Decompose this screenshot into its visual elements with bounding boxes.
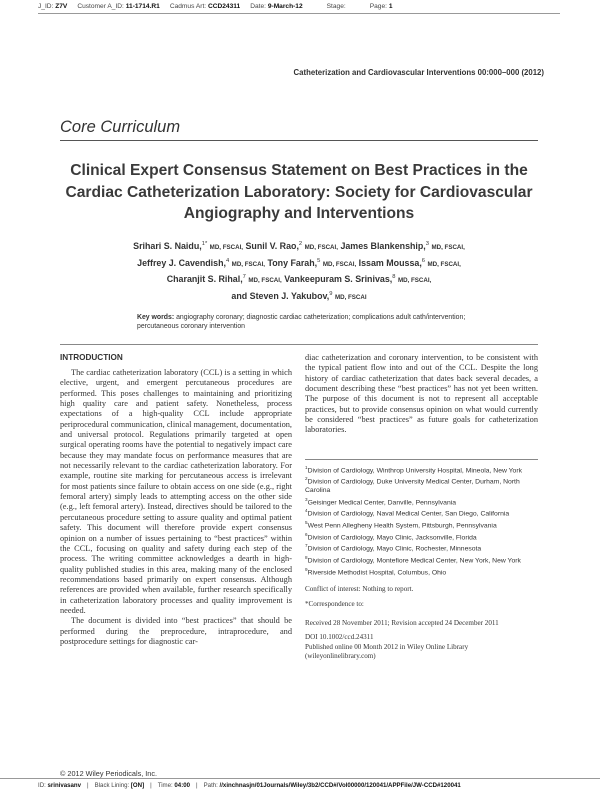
conflict-of-interest: Conflict of interest: Nothing to report. xyxy=(305,585,414,594)
author-degree: MD, FSCAI, xyxy=(397,277,432,285)
author-affil-ref: 7 xyxy=(242,274,246,281)
author-line xyxy=(60,271,538,288)
author-name: Charanjit S. Rihal, xyxy=(166,274,243,285)
copyright: © 2012 Wiley Periodicals, Inc. xyxy=(60,769,158,778)
proof-divider: | xyxy=(150,782,152,789)
keywords-label: Key words: xyxy=(137,314,175,321)
author-degree: MD, FSCAI, xyxy=(322,260,357,268)
right-column xyxy=(305,353,538,662)
affiliation-text: Division of Cardiology, Montefiore Medical Center, New York, New York xyxy=(307,557,521,565)
author-affil-ref: 3 xyxy=(425,241,430,247)
author-degree: MD, FSCAI, xyxy=(431,243,465,251)
affiliation-number: 8 xyxy=(305,554,308,560)
proof-path: Path: //xinchnasjn/01Journals/Wiley/3b2/CCD#/Vol00000/120041/APPFile/JW-CCD#120041 xyxy=(203,782,461,789)
affiliation-number: 3 xyxy=(305,496,308,502)
proof-stage: Stage: xyxy=(326,3,346,10)
left-column xyxy=(60,353,292,647)
affiliation-item xyxy=(305,507,538,519)
proof-page: Page: 1 xyxy=(369,3,393,10)
author-degree: MD, FSCAI, xyxy=(209,243,244,251)
affiliation-text: Division of Cardiology, Winthrop University Hospital, Mineola, New York xyxy=(307,467,523,475)
affiliation-text: Division of Cardiology, Duke University Medical Center, Durham, North Carolina xyxy=(305,478,520,495)
author-affil-ref: 9 xyxy=(329,291,333,298)
proof-black-lining: Black Lining: [ON] xyxy=(94,782,145,789)
affiliation-text: Riverside Methodist Hospital, Columbus, Ohio xyxy=(307,568,447,576)
affiliation-number: 7 xyxy=(305,543,308,549)
doi: DOI 10.1002/ccd.24311 xyxy=(305,633,374,642)
received-dates: Received 28 November 2011; Revision accepted 24 December 2011 xyxy=(305,619,499,628)
author-affil-ref: 8 xyxy=(392,274,396,281)
author-degree: MD, FSCAI, xyxy=(304,243,338,251)
affiliation-item xyxy=(305,531,538,543)
author-list xyxy=(60,238,538,305)
keywords xyxy=(137,313,467,331)
author-degree: MD, FSCAI xyxy=(334,293,367,301)
affiliation-item xyxy=(305,496,538,508)
body-paragraph: The document is divided into “best practices” that should be performed during the preprocedure, intraprocedure, and postprocedure settings for diagnostic car- xyxy=(60,616,292,646)
affiliation-number: 4 xyxy=(305,508,308,514)
affiliation-number: 5 xyxy=(305,519,308,525)
proof-jid: J_ID: Z7V xyxy=(38,3,68,10)
affiliation-item xyxy=(305,464,538,476)
proof-footer xyxy=(38,782,590,789)
article-title: Clinical Expert Consensus Statement on Best Practices in the Cardiac Catheterization Laboratory: Society for Cardiovascular Angiography and Interventions xyxy=(65,162,533,222)
affiliation-text: Division of Cardiology, Mayo Clinic, Jacksonville, Florida xyxy=(307,533,477,541)
author-affil-ref: 5 xyxy=(317,257,321,264)
section-label: Core Curriculum xyxy=(60,118,181,136)
proof-divider: | xyxy=(87,782,89,789)
body-paragraph: The cardiac catheterization laboratory (CCL) is a setting in which elective, urgent, and emergent percutaneous procedures are performed. This poses challenges to maintaining and prioritizing high quality care and patient safety. Nonetheless, process expectations of a high-quality CCL include appropriate periprocedural communication, clinical management, documentation, and universal protocol. Regulations primarily targeted at open surgical operating rooms have the potential to negatively impact care because they may mandate focus on performance measures that are not necessarily relevant to the cardiac catheterization laboratory. For example, routine site marking for percutaneous access is irrelevant for most patients since failure to obtain access on one side (e.g., right femoral artery) simply leads to attempting access on the other side (e.g., left femoral artery). Instead, directives should be tailored to the percutaneous procedure setting to assure quality and optimal patient safety. This document will therefore provide expert consensus opinion on a number of issues pertaining to “best practices” within the CCL, focusing on quality and safety during each step of the process. The writing committee acknowledges a dearth in high-quality published studies in this area, making many of the enclosed recommendations based primarily on expert consensus. Although references are provided when available, further research specifically in catheterization laboratory processes and quality improvement is needed. xyxy=(60,368,292,615)
proof-time: Time: 04:00 xyxy=(157,782,191,789)
author-name: Issam Moussa, xyxy=(358,257,422,268)
affiliation-item xyxy=(305,542,538,554)
proof-footer-rule xyxy=(0,778,600,779)
author-affil-ref: 4 xyxy=(225,257,230,264)
author-name: Srihari S. Naidu, xyxy=(133,240,202,251)
author-name: and Steven J. Yakubov, xyxy=(231,290,330,301)
author-name: Tony Farah, xyxy=(267,257,318,268)
keywords-text: angiography coronary; diagnostic cardiac catheterization; complications adult cath/intervention; percutaneous coronary intervention xyxy=(137,314,466,331)
author-name: Sunil V. Rao, xyxy=(245,240,299,251)
proof-divider: | xyxy=(196,782,198,789)
author-name: Vankeepuram S. Srinivas, xyxy=(284,274,393,285)
intro-body-left xyxy=(60,368,292,647)
column-rule xyxy=(60,344,538,345)
proof-cadmus-art: Cadmus Art: CCD24311 xyxy=(169,3,241,10)
affiliation-rule xyxy=(305,459,538,460)
author-line xyxy=(60,288,538,305)
author-name: Jeffrey J. Cavendish, xyxy=(137,257,226,268)
author-degree: MD, FSCAI, xyxy=(231,260,266,268)
proof-user-id: ID: srinivasanv xyxy=(38,782,82,789)
affiliation-item xyxy=(305,566,538,578)
intro-heading: INTRODUCTION xyxy=(60,353,123,362)
affiliation-text: West Penn Allegheny Health System, Pittsburgh, Pennsylvania xyxy=(307,522,497,530)
intro-body-right xyxy=(305,353,538,436)
author-degree: MD, FSCAI, xyxy=(427,260,461,268)
affiliation-number: 6 xyxy=(305,531,308,537)
affiliation-number: 2 xyxy=(305,476,308,482)
proof-customer-id: Customer A_ID: 11-1714.R1 xyxy=(77,3,160,10)
affiliation-item xyxy=(305,519,538,531)
author-affil-ref: 6 xyxy=(421,257,426,264)
author-affil-ref: 2 xyxy=(298,241,303,247)
author-line xyxy=(60,255,538,272)
affiliation-number: 9 xyxy=(305,566,308,572)
article-meta xyxy=(305,585,538,661)
published-online: Published online 00 Month 2012 in Wiley Online Library (wileyonlinelibrary.com) xyxy=(305,642,469,661)
author-line xyxy=(60,238,538,255)
proof-date: Date: 9-March-12 xyxy=(250,3,303,10)
proof-header-rule xyxy=(38,13,560,14)
correspondence: *Correspondence to: xyxy=(305,599,364,608)
section-rule xyxy=(60,140,538,141)
author-name: James Blankenship, xyxy=(340,240,426,251)
author-affil-ref: 1* xyxy=(201,241,208,247)
affiliation-number: 1 xyxy=(305,464,308,470)
proof-header xyxy=(38,3,570,10)
affiliation-text: Division of Cardiology, Mayo Clinic, Rochester, Minnesota xyxy=(307,545,482,553)
affiliation-item xyxy=(305,554,538,566)
running-head: Catheterization and Cardiovascular Interventions 00:000–000 (2012) xyxy=(293,68,544,77)
author-degree: MD, FSCAI, xyxy=(248,277,282,285)
body-paragraph: diac catheterization and coronary intervention, to be consistent with the typical patient flow into and out of the CCL. Despite the long history of cardiac catheterization that dates back several decades, a document describing these “best practices” has not yet been written. The purpose of this document is not to represent all acceptable practices, but to provide consensus opinion on what would currently be considered “best practices” as future goals for catheterization laboratories. xyxy=(305,353,538,435)
affiliation-text: Geisinger Medical Center, Danville, Pennsylvania xyxy=(307,498,457,506)
affiliation-text: Division of Cardiology, Naval Medical Center, San Diego, California xyxy=(307,510,510,518)
affiliation-item xyxy=(305,475,538,495)
affiliation-list xyxy=(305,464,538,577)
